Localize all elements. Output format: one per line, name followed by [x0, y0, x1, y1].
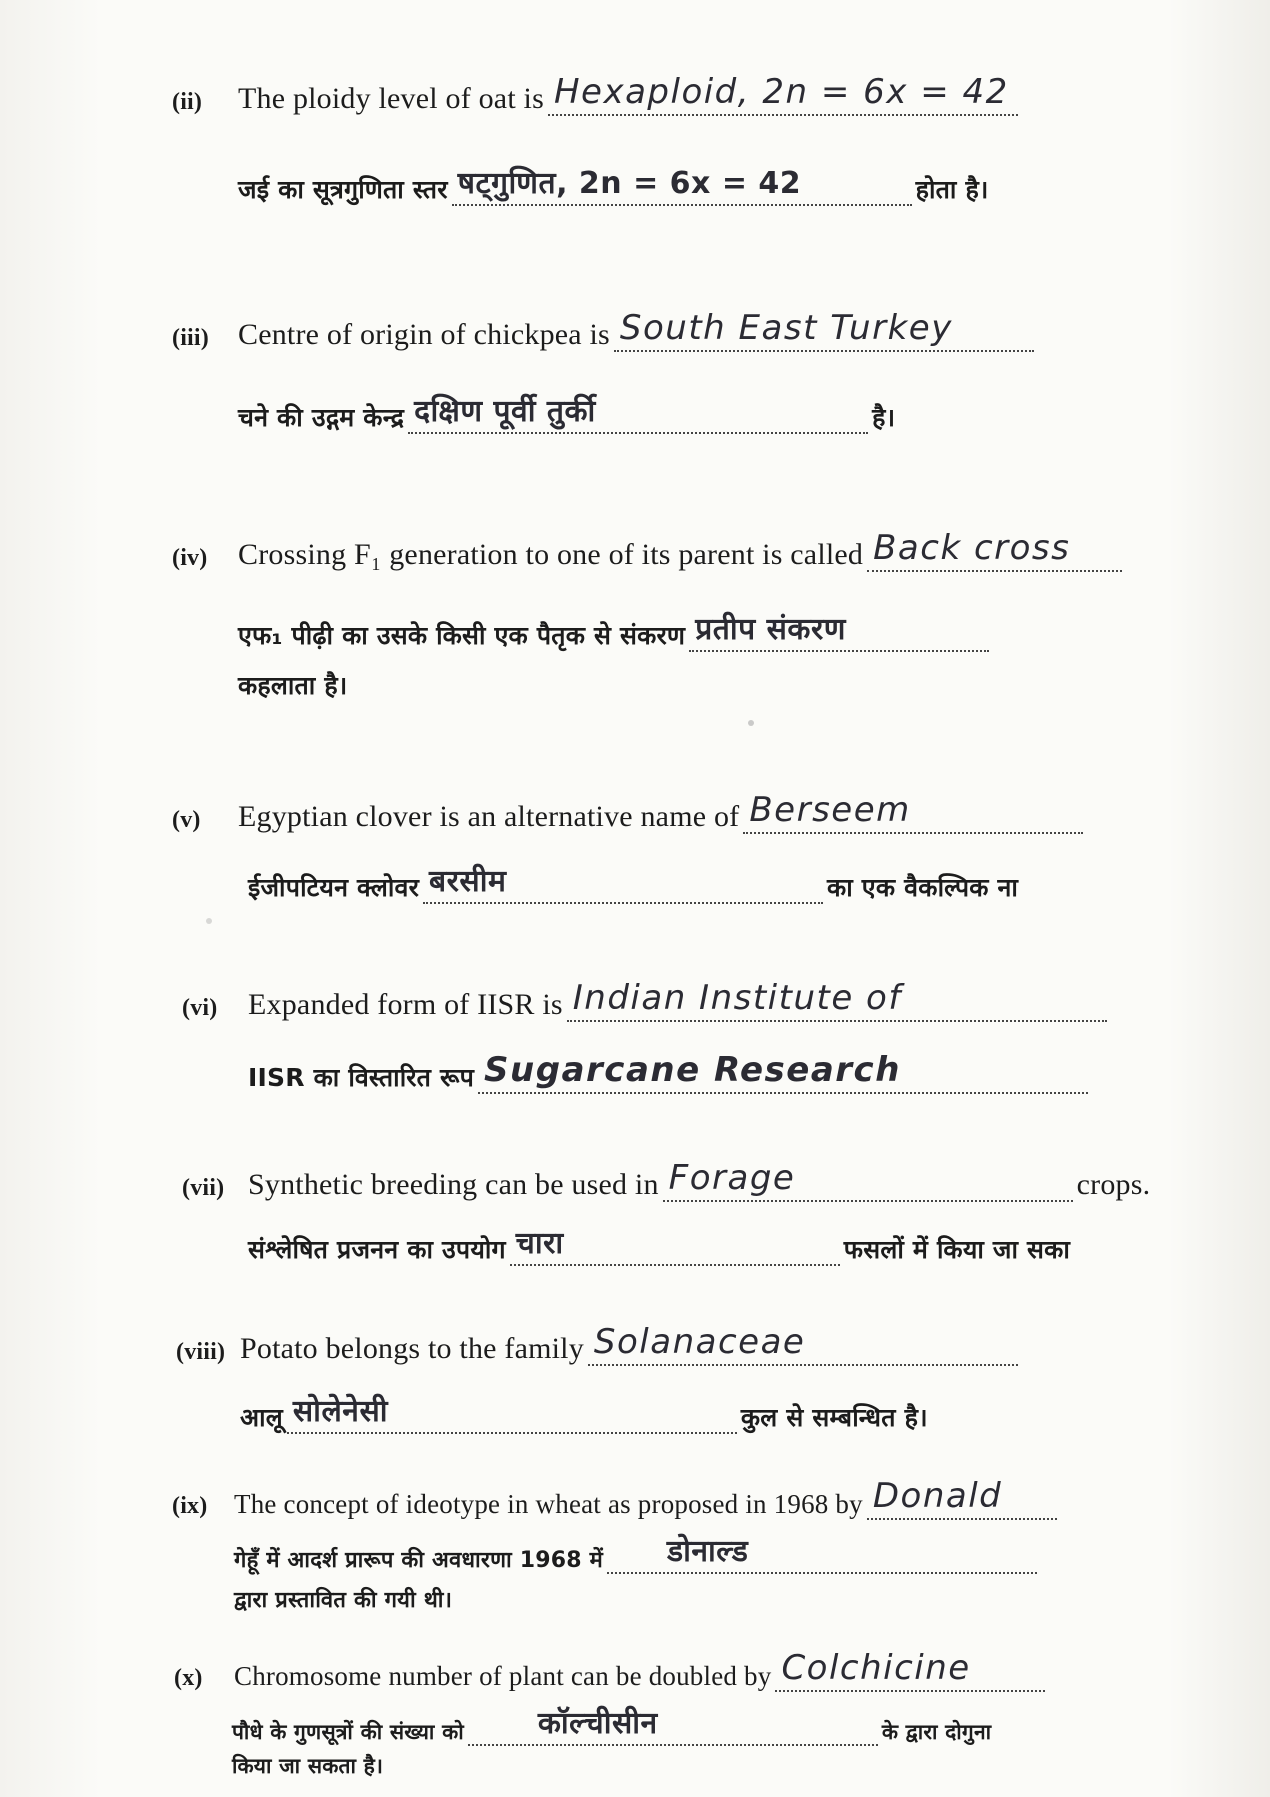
handwritten-answer: Colchicine	[781, 1648, 971, 1688]
handwritten-answer-hindi: कॉल्चीसीन	[537, 1706, 658, 1741]
question-ix-hindi-end	[234, 1584, 452, 1614]
question-v-hindi	[248, 864, 1019, 904]
answer-blank[interactable]	[867, 1476, 1057, 1520]
scan-speck	[748, 720, 754, 726]
question-number: (iii)	[172, 325, 209, 351]
question-viii-english	[176, 1322, 1022, 1366]
handwritten-answer: Hexaploid, 2n = 6x = 42	[553, 72, 1009, 112]
answer-blank[interactable]	[588, 1322, 1018, 1366]
answer-blank[interactable]	[614, 308, 1034, 352]
question-number: (vii)	[182, 1175, 225, 1201]
question-text-hindi: चने की उद्गम केन्द्र	[238, 403, 405, 432]
question-text-hindi: पौधे के गुणसूत्रों की संख्या को	[232, 1720, 464, 1744]
question-vi-hindi	[248, 1050, 1092, 1094]
handwritten-answer-hindi: सोलेनेसी	[292, 1394, 388, 1429]
question-iv-english	[172, 528, 1126, 572]
question-text: Synthetic breeding can be used in	[248, 1168, 659, 1201]
question-ii-hindi	[238, 166, 989, 206]
question-number: (vi)	[182, 995, 218, 1021]
handwritten-answer-hindi: षट्गुणित, 2n = 6x = 42	[457, 166, 802, 201]
question-x-hindi-end	[232, 1752, 383, 1780]
question-text-hindi: ईजीपटियन क्लोवर	[248, 873, 420, 902]
question-text-hindi-end: द्वारा प्रस्तावित की गयी थी।	[234, 1588, 453, 1613]
handwritten-answer: Back cross	[873, 528, 1071, 568]
question-text-hindi: गेहूँ में आदर्श प्रारूप की अवधारणा 1968 में	[234, 1548, 604, 1573]
handwritten-answer-hindi: प्रतीप संकरण	[695, 612, 846, 647]
question-iii-english	[172, 308, 1038, 352]
question-vii-english	[182, 1158, 1151, 1202]
answer-blank-hindi[interactable]	[510, 1226, 840, 1266]
answer-blank[interactable]	[775, 1648, 1045, 1692]
question-text-hindi-end: कहलाता है।	[238, 671, 348, 700]
question-text: Potato belongs to the family	[240, 1332, 584, 1365]
question-x-hindi	[232, 1706, 992, 1746]
question-text: Expanded form of IISR is	[248, 988, 563, 1021]
handwritten-answer: Indian Institute of	[572, 978, 902, 1018]
question-text-hindi-end: फसलों में किया जा सका	[843, 1235, 1071, 1264]
handwritten-answer-hindi: Sugarcane Research	[484, 1050, 901, 1090]
question-viii-hindi	[240, 1394, 928, 1434]
answer-blank-hindi[interactable]	[287, 1394, 737, 1434]
answer-blank-hindi[interactable]	[452, 166, 912, 206]
answer-blank[interactable]	[867, 528, 1122, 572]
handwritten-answer: South East Turkey	[619, 308, 953, 348]
handwritten-answer: Berseem	[749, 790, 911, 830]
question-iv-hindi	[238, 612, 993, 652]
handwritten-answer-hindi: डोनाल्ड	[667, 1534, 749, 1569]
question-text: Crossing F₁ generation to one of its parent is called	[238, 538, 864, 571]
answer-blank-hindi[interactable]	[423, 864, 823, 904]
question-number: (ix)	[172, 1493, 208, 1519]
question-v-english	[172, 790, 1087, 834]
question-number: (x)	[174, 1665, 203, 1691]
answer-blank[interactable]	[743, 790, 1083, 834]
question-x-english	[174, 1648, 1049, 1692]
question-vi-english	[182, 978, 1111, 1022]
question-text-hindi: संश्लेषित प्रजनन का उपयोग	[248, 1235, 506, 1264]
question-number: (iv)	[172, 545, 208, 571]
answer-blank[interactable]	[663, 1158, 1073, 1202]
question-iv-hindi-end	[238, 668, 347, 702]
question-text-end: crops.	[1076, 1168, 1151, 1201]
answer-blank-hindi[interactable]	[689, 612, 989, 652]
question-vii-hindi	[248, 1226, 1071, 1266]
question-ix-english	[172, 1476, 1061, 1520]
scan-speck	[206, 918, 212, 924]
question-text-hindi-end-2: किया जा सकता है।	[232, 1754, 384, 1778]
question-text-hindi-end: होता है।	[915, 175, 989, 204]
question-text-hindi-end: कुल से सम्बन्धित है।	[740, 1403, 928, 1432]
answer-blank-hindi[interactable]	[468, 1706, 878, 1746]
question-text-hindi: जई का सूत्रगुणिता स्तर	[238, 175, 448, 204]
question-text-hindi: IISR का विस्तारित रूप	[248, 1063, 475, 1092]
answer-blank-hindi[interactable]	[478, 1050, 1088, 1094]
handwritten-answer: Solanaceae	[593, 1322, 806, 1362]
question-text-hindi: एफ₁ पीढ़ी का उसके किसी एक पैतृक से संकरण	[238, 621, 686, 650]
handwritten-answer: Donald	[872, 1476, 1003, 1516]
question-text-hindi-end: का एक वैकल्पिक ना	[827, 873, 1019, 902]
handwritten-answer-hindi: चारा	[515, 1226, 564, 1261]
question-text: The ploidy level of oat is	[238, 82, 544, 115]
question-ix-hindi	[234, 1534, 1041, 1574]
answer-blank[interactable]	[548, 72, 1018, 116]
question-ii-english	[172, 72, 1022, 116]
handwritten-answer-hindi: बरसीम	[429, 864, 507, 899]
question-text: Egyptian clover is an alternative name of	[238, 800, 740, 833]
question-text: Centre of origin of chickpea is	[238, 318, 610, 351]
question-text-hindi-end: के द्वारा दोगुना	[881, 1720, 992, 1744]
answer-blank[interactable]	[567, 978, 1107, 1022]
question-text: The concept of ideotype in wheat as proposed in 1968 by	[234, 1489, 863, 1519]
handwritten-answer: Forage	[668, 1158, 796, 1198]
question-number: (viii)	[176, 1339, 226, 1365]
question-number: (ii)	[172, 89, 203, 115]
question-text-hindi-end: है।	[872, 403, 896, 432]
question-text-hindi: आलू	[240, 1403, 283, 1432]
answer-blank-hindi[interactable]	[607, 1534, 1037, 1574]
question-text: Chromosome number of plant can be doubled by	[234, 1661, 772, 1691]
handwritten-answer-hindi: दक्षिण पूर्वी तुर्की	[414, 394, 596, 429]
question-iii-hindi	[238, 394, 896, 434]
question-number: (v)	[172, 807, 201, 833]
answer-blank-hindi[interactable]	[408, 394, 868, 434]
